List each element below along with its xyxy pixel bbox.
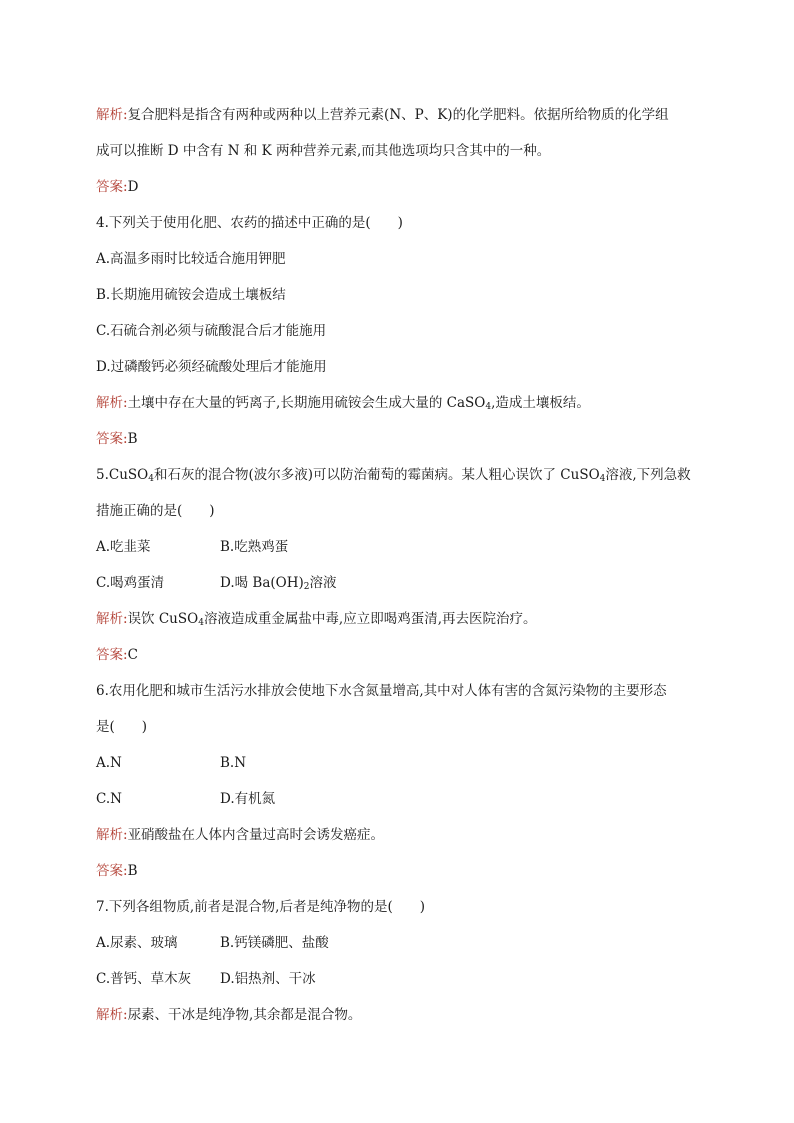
q6-option-c: C.N [96,791,122,807]
q5-stem-part3: 溶液,下列急救 [605,467,691,483]
subscript: 4 [599,474,606,484]
q5-option-d-text-end: 溶液 [309,575,337,591]
subscript: 2 [303,582,310,592]
analysis-text: 误饮 CuSO [127,611,199,627]
q5-option-d-text: D.喝 Ba(OH) [220,575,304,591]
subscript: 4 [148,474,154,484]
q5-analysis [96,610,698,632]
q3-answer [96,178,698,196]
analysis-text-end: ,造成土壤板结。 [491,395,590,411]
analysis-text: 复合肥料是指含有两种或两种以上营养元素(N、P、K)的化学肥料。依据所给物质的化学组 [127,107,669,123]
q5-stem-line1 [96,466,698,488]
q6-options-row1 [96,754,698,772]
q5-options-row1 [96,538,698,556]
answer-value: B [127,431,138,447]
q6-option-a: A.N [96,755,122,771]
q4-answer [96,430,698,448]
q5-stem-part1: 5.CuSO [96,467,149,483]
analysis-label: 解析: [96,1007,128,1023]
analysis-text: 土壤中存在大量的钙离子,长期施用硫铵会生成大量的 CaSO [127,395,486,411]
q6-option-d: D.有机氮 [220,791,276,807]
q6-options-row2 [96,790,698,808]
analysis-label: 解析: [96,107,128,123]
q4-option-d: D.过磷酸钙必须经硫酸处理后才能施用 [96,359,327,375]
answer-value: C [127,647,138,663]
q5-answer [96,646,698,664]
q6-stem-line2: 是( ) [96,719,148,735]
q4-analysis [96,394,698,416]
q6-stem-line1: 6.农用化肥和城市生活污水排放会使地下水含氮量增高,其中对人体有害的含氮污染物的主要形态 [96,683,667,699]
answer-label: 答案: [96,179,128,195]
answer-label: 答案: [96,431,128,447]
analysis-text: 亚硝酸盐在人体内含量过高时会诱发癌症。 [127,827,385,843]
analysis-label: 解析: [96,827,128,843]
q7-options-row2 [96,970,698,988]
q7-analysis [96,1006,698,1024]
q3-analysis-line2: 成可以推断 D 中含有 N 和 K 两种营养元素,而其他选项均只含其中的一种。 [96,143,551,159]
q7-stem: 7.下列各组物质,前者是混合物,后者是纯净物的是( ) [96,899,425,915]
q6-analysis [96,826,698,844]
analysis-text: 尿素、干冰是纯净物,其余都是混合物。 [127,1007,362,1023]
q7-option-a: A.尿素、玻璃 [96,935,178,951]
q4-option-b: B.长期施用硫铵会造成土壤板结 [96,287,286,303]
analysis-text-end: 溶液造成重金属盐中毒,应立即喝鸡蛋清,再去医院治疗。 [203,611,537,627]
q5-stem-part2: 和石灰的混合物(波尔多液)可以防治葡萄的霉菌病。某人粗心误饮了 CuSO [153,467,600,483]
answer-label: 答案: [96,863,128,879]
answer-value: B [127,863,138,879]
q5-option-b: B.吃熟鸡蛋 [220,539,289,555]
q5-option-a: A.吃韭菜 [96,539,151,555]
analysis-label: 解析: [96,611,128,627]
q6-option-b: B.N [220,755,247,771]
q4-option-a: A.高温多雨时比较适合施用钾肥 [96,251,286,267]
q3-analysis-line1 [96,106,698,124]
q7-option-d: D.铝热剂、干冰 [220,971,316,987]
q7-option-b: B.钙镁磷肥、盐酸 [220,935,329,951]
subscript: 4 [485,402,492,412]
q5-option-c: C.喝鸡蛋清 [96,575,165,591]
q6-answer [96,862,698,880]
q5-stem-line2: 措施正确的是( ) [96,503,215,519]
q5-option-d [220,574,337,596]
q7-options-row1 [96,934,698,952]
analysis-label: 解析: [96,395,128,411]
q5-options-row2 [96,574,698,592]
q7-option-c: C.普钙、草木灰 [96,971,192,987]
q4-stem: 4.下列关于使用化肥、农药的描述中正确的是( ) [96,215,403,231]
q4-option-c: C.石硫合剂必须与硫酸混合后才能施用 [96,323,327,339]
answer-value: D [127,179,139,195]
subscript: 4 [198,618,204,628]
answer-label: 答案: [96,647,128,663]
